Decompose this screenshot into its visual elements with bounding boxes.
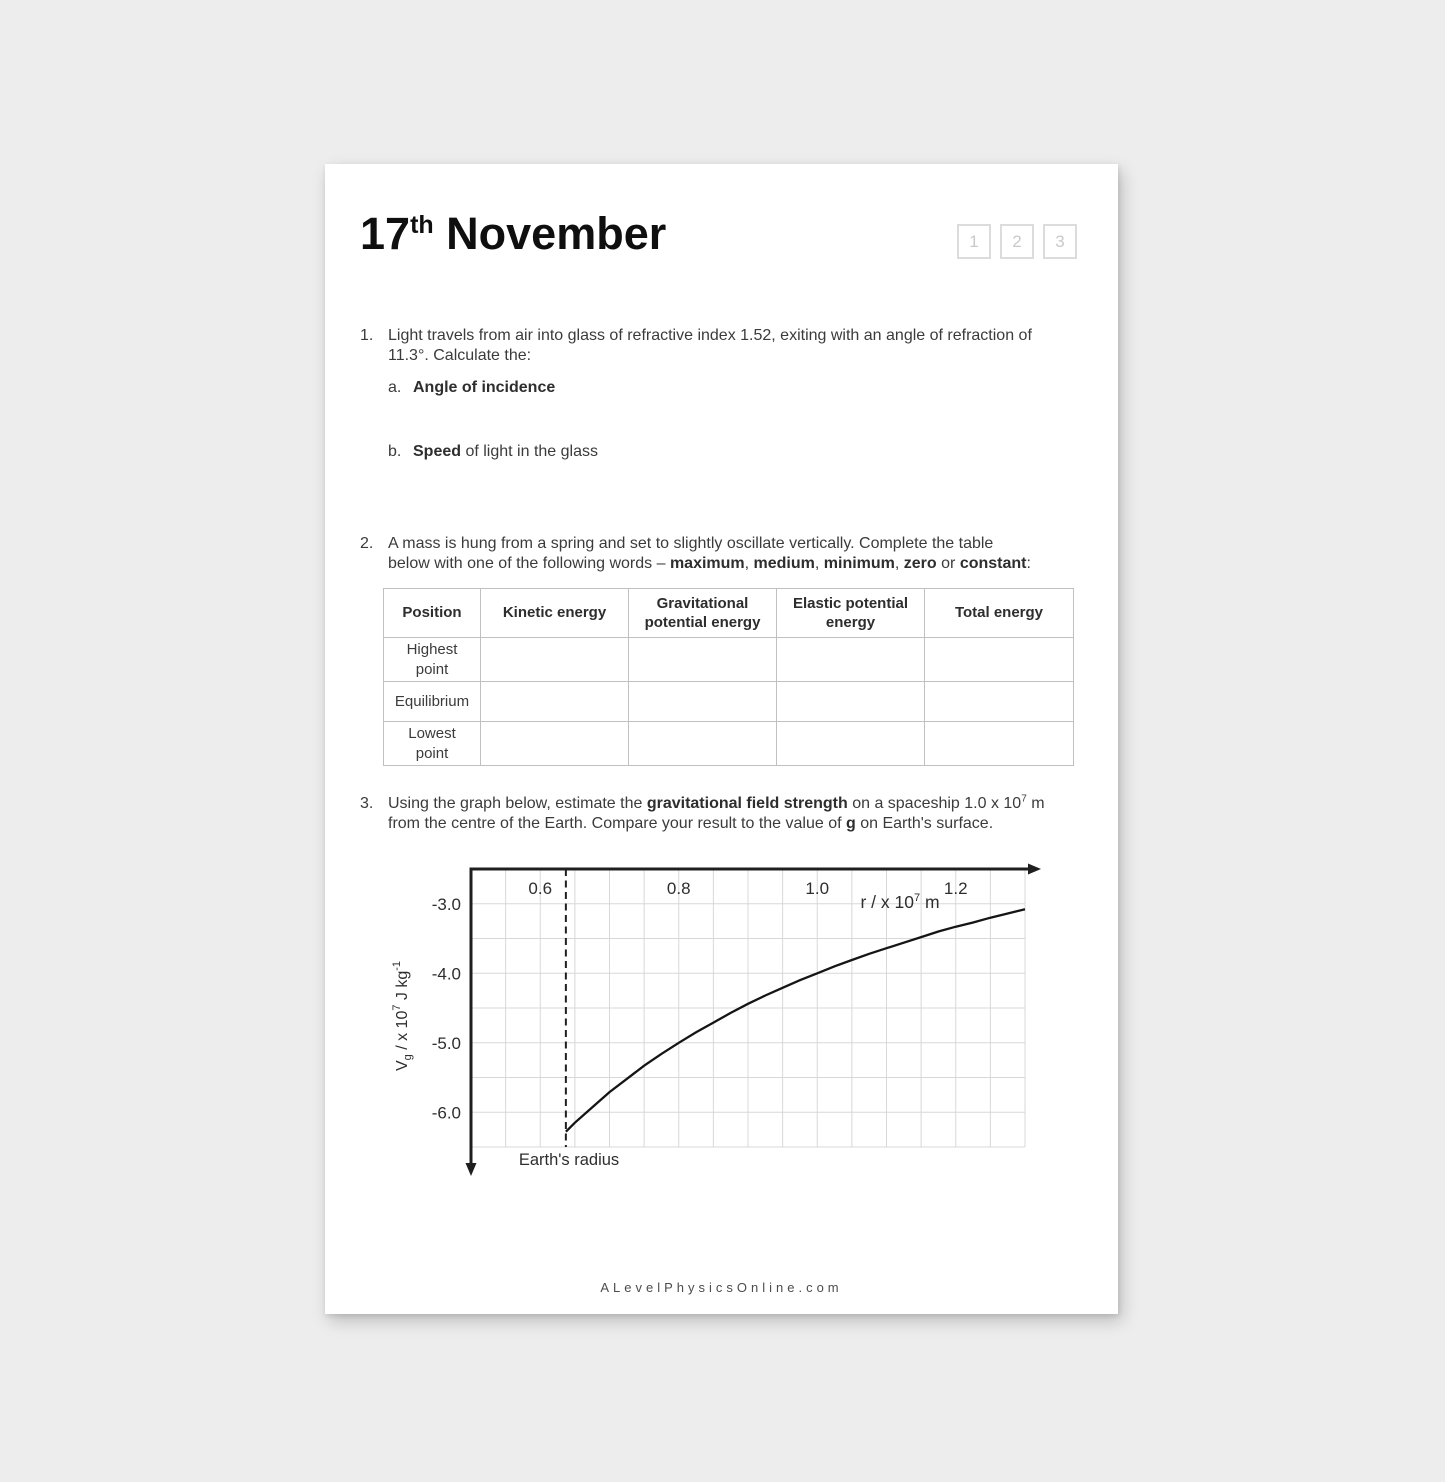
x-tick-label: 1.2 (943, 879, 968, 898)
y-tick-label: -6.0 (431, 1103, 461, 1123)
energy-table-header-row (384, 589, 1074, 638)
table-row-equilibrium (384, 682, 1074, 722)
question-3-number: 3. (360, 795, 374, 812)
x-axis-label: r / x $10^7$ m (860, 892, 940, 912)
page-number-boxes (957, 224, 1077, 259)
footer-website: ALevelPhysicsOnline.com (600, 1280, 843, 1295)
question-2-text: A mass is hung from a spring and set to slightly oscillate vertically. Complete the table below with one of the following words – maximum, medium, minimum, zero or constant: (388, 535, 1031, 572)
page-title (360, 208, 666, 260)
answer-cell (629, 638, 777, 682)
answer-cell (925, 722, 1074, 766)
grid-lines (471, 869, 1025, 1147)
answer-cell (777, 722, 925, 766)
header-gravitational-potential-energy: Gravitational potential energy (629, 589, 777, 638)
answer-cell (777, 682, 925, 722)
table-row-lowest-point (384, 722, 1074, 766)
question-1 (360, 326, 1076, 365)
answer-cell (777, 638, 925, 682)
table-row-highest-point (384, 638, 1074, 682)
answer-cell (925, 638, 1074, 682)
x-tick-label: 1.0 (805, 879, 830, 898)
answer-cell (629, 682, 777, 722)
row-label-equilibrium: Equilibrium (384, 682, 481, 722)
y-tick-label: -4.0 (431, 964, 461, 984)
question-1b-label: b. (388, 443, 402, 460)
header-total-energy: Total energy (925, 589, 1074, 638)
x-tick-label: 0.6 (528, 879, 553, 898)
worksheet-page (325, 164, 1118, 1314)
y-tick-label: -5.0 (431, 1033, 461, 1053)
title-ordinal-superscript: th (410, 211, 434, 239)
answer-cell (481, 722, 629, 766)
energy-table (383, 588, 1074, 766)
answer-cell (629, 722, 777, 766)
header-position: Position (384, 589, 481, 638)
answer-cell (925, 682, 1074, 722)
y-tick-label: -3.0 (431, 894, 461, 914)
header-kinetic-energy: Kinetic energy (481, 589, 629, 638)
question-2 (360, 534, 1076, 573)
question-3 (360, 794, 1076, 833)
question-1b-text: Speed of light in the glass (413, 443, 598, 460)
question-3-text: Using the graph below, estimate the gravitational field strength on a spaceship 1.0 x $10^7$ m from the centre of the Earth. Compare your result to the value of g on Earth's surface. (388, 793, 1045, 832)
potential-graph (385, 834, 1065, 1179)
earth-radius-label: Earth's radius (518, 1151, 620, 1169)
y-axis-label: $V_g$ / x $10^7$ J $kg^{-1}$ (391, 960, 414, 1072)
x-tick-label: 0.8 (666, 879, 691, 898)
question-1a (388, 378, 555, 397)
question-2-number: 2. (360, 535, 374, 552)
page-number-box-3: 3 (1043, 224, 1077, 259)
row-label-lowest-point: Lowest point (384, 722, 481, 766)
question-1a-label: a. (388, 379, 402, 396)
y-axis-arrow (466, 1163, 477, 1176)
question-1-text: Light travels from air into glass of refractive index 1.52, exiting with an angle of refraction of 11.3°. Calculate the: (388, 327, 1032, 364)
question-1b (388, 442, 598, 461)
x-axis-arrow (1028, 864, 1041, 875)
page-number-box-2: 2 (1000, 224, 1034, 259)
header-elastic-potential-energy: Elastic potential energy (777, 589, 925, 638)
page-number-box-1: 1 (957, 224, 991, 259)
row-label-highest-point: Highest point (384, 638, 481, 682)
title-day: 17 (360, 208, 411, 259)
title-month: November (433, 208, 667, 259)
question-1a-text: Angle of incidence (413, 379, 556, 396)
answer-cell (481, 682, 629, 722)
answer-cell (481, 638, 629, 682)
question-1-number: 1. (360, 327, 374, 344)
